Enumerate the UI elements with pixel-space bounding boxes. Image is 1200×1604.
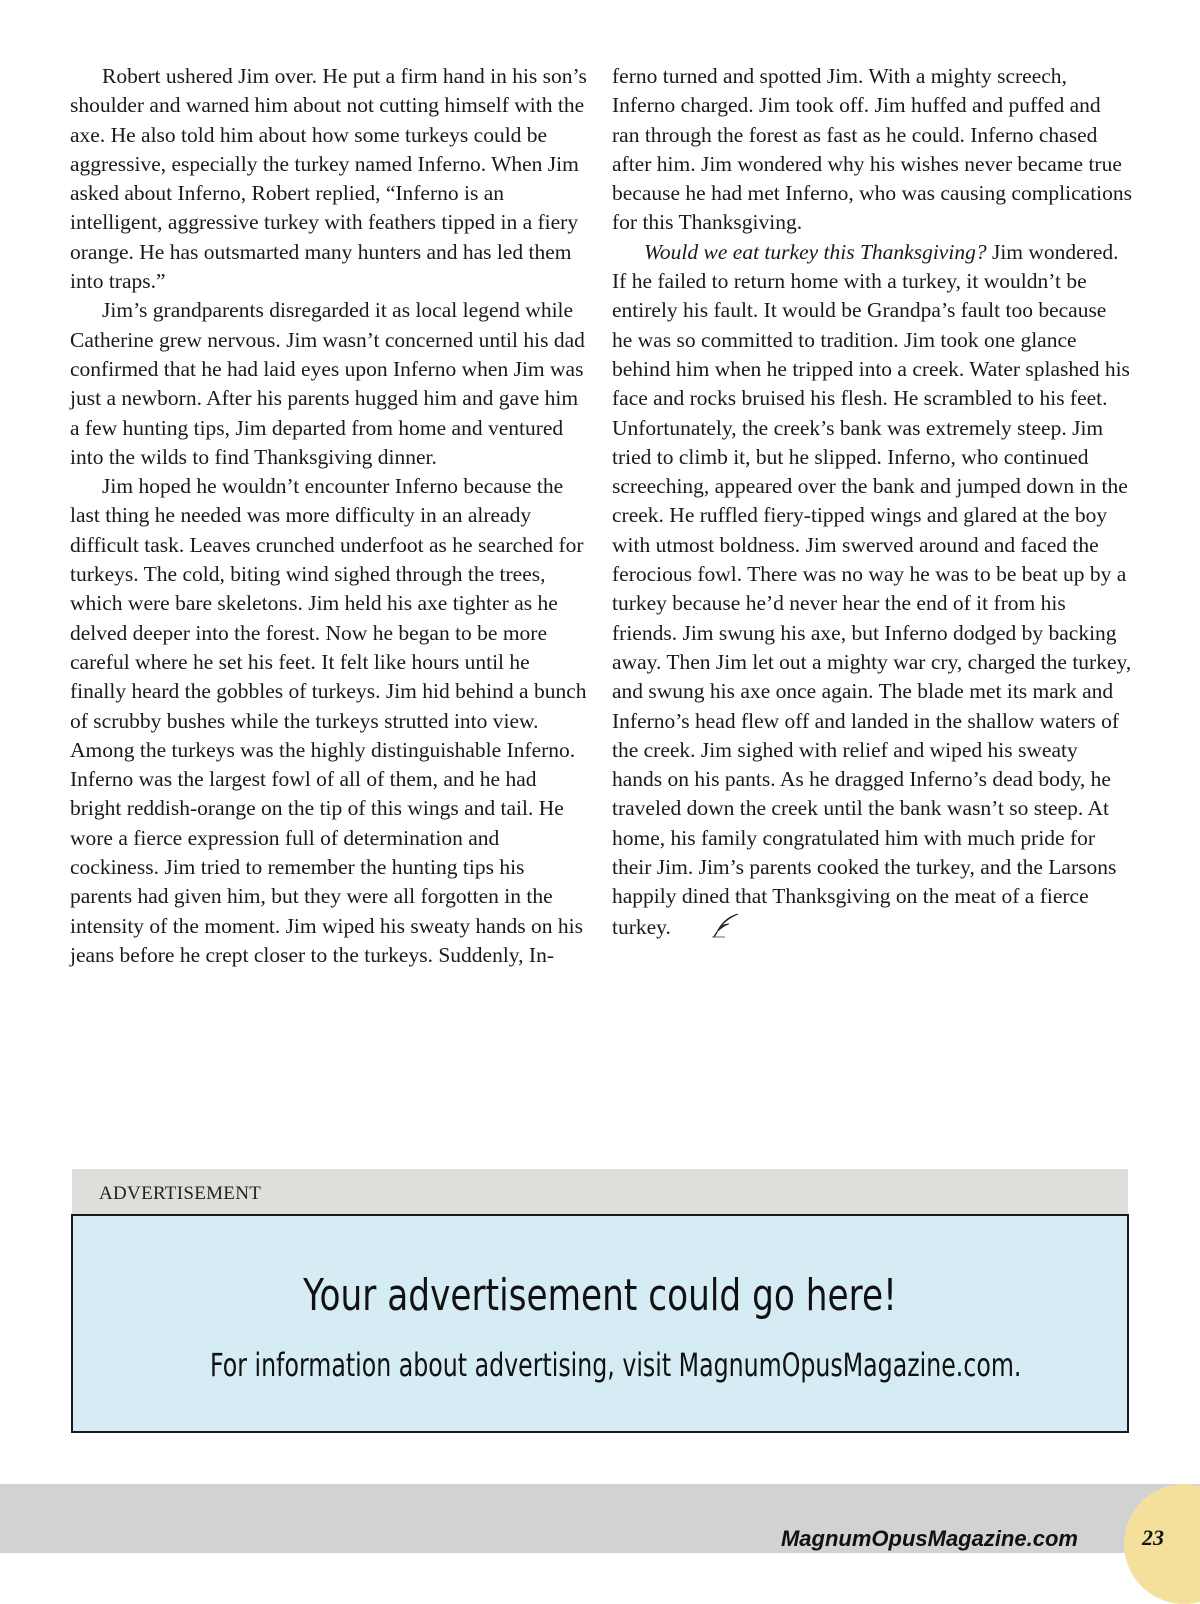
article-left-column <box>70 62 590 970</box>
paragraph: Jim hoped he wouldn’t encounter Inferno because the last thing he needed was more difficulty in an already difficult task. Leaves crunched underfoot as he searched for turkeys. The cold, biting wind sighed through the trees, which were bare skeletons. Jim held his axe tighter as he delved deeper into the forest. Now he began to be more careful where he set his feet. It felt like hours until he finally heard the gobbles of turkeys. Jim hid behind a bunch of scrubby bushes while the turkeys strutted into view. Among the turkeys was the highly distinguishable Inferno. Inferno was the largest fowl of all of them, and he had bright reddish-orange on the tip of this wings and tail. He wore a fierce expression full of determination and cockiness. Jim tried to remember the hunting tips his parents had given him, but they were all forgotten in the intensity of the moment. Jim wiped his sweaty hands on his jeans before he crept closer to the turkeys. Suddenly, In- <box>70 474 587 967</box>
quill-pen-icon <box>679 912 741 946</box>
advertisement-headline: Your advertisement could go here! <box>303 1270 897 1321</box>
paragraph-text: Jim wondered. If he failed to return home with a turkey, it wouldn’t be entirely his fault. It would be Grandpa’s fault too because he was so committed to tradition. Jim took one glance behind him when he tripped into a creek. Water splashed his face and rocks bruised his flesh. He scrambled to his feet. Unfortunately, the creek’s bank was extremely steep. Jim tried to climb it, but he slipped. Inferno, who continued screeching, appeared over the bank and jumped down in the creek. He ruffled fiery-tipped wings and glared at the boy with utmost boldness. Jim swerved around and faced the ferocious fowl. There was no way he was to be beat up by a turkey because he’d never hear the end of it from his friends. Jim swung his axe, but Inferno dodged by backing away. Then Jim let out a mighty war cry, charged the turkey, and swung his axe once again. The blade met its mark and Inferno’s head flew off and landed in the shallow waters of the creek. Jim sighed with relief and wiped his sweaty hands on his pants. As he dragged Inferno’s dead body, he traveled down the creek until the bank wasn’t so steep. At home, his family congratulated him with much pride for their Jim. Jim’s parents cooked the turkey, and the Larsons happily dined that Thanksgiving on the meat of a fierce turkey. <box>612 239 1132 939</box>
advertisement-header <box>72 1169 1128 1214</box>
paragraph: ferno turned and spotted Jim. With a mighty screech, Inferno charged. Jim took off. Jim huffed and puffed and ran through the forest as fast as he could. Inferno chased after him. Jim wondered why his wishes never became true because he had met Inferno, who was causing complications for this Thanksgiving. <box>612 64 1133 235</box>
paragraph <box>612 238 1132 946</box>
italic-thought: Would we eat turkey this Thanksgiving? <box>644 239 987 264</box>
paragraph: Robert ushered Jim over. He put a firm hand in his son’s shoulder and warned him about not cutting himself with the axe. He also told him about how some turkeys could be aggressive, especially the turkey named Inferno. When Jim asked about Inferno, Robert replied, “Inferno is an intelligent, aggressive turkey with feathers tipped in a fiery orange. He has outsmarted many hunters and has led them into traps.” <box>70 64 587 294</box>
footer-site-link[interactable]: MagnumOpusMagazine.com <box>780 1526 1078 1551</box>
advertisement-subline: For information about advertising, visit MagnumOpusMagazine.com. <box>210 1346 1022 1384</box>
advertisement-box[interactable] <box>71 1214 1129 1433</box>
advertisement-label: ADVERTISEMENT <box>99 1183 262 1204</box>
paragraph: Jim’s grandparents disregarded it as local legend while Catherine grew nervous. Jim wasn’t concerned until his dad confirmed that he had laid eyes upon Inferno when Jim was just a newborn. After his parents hugged him and gave him a few hunting tips, Jim departed from home and ventured into the wilds to find Thanksgiving dinner. <box>70 298 585 469</box>
page-number: 23 <box>1142 1525 1164 1550</box>
article-right-column <box>612 62 1132 946</box>
